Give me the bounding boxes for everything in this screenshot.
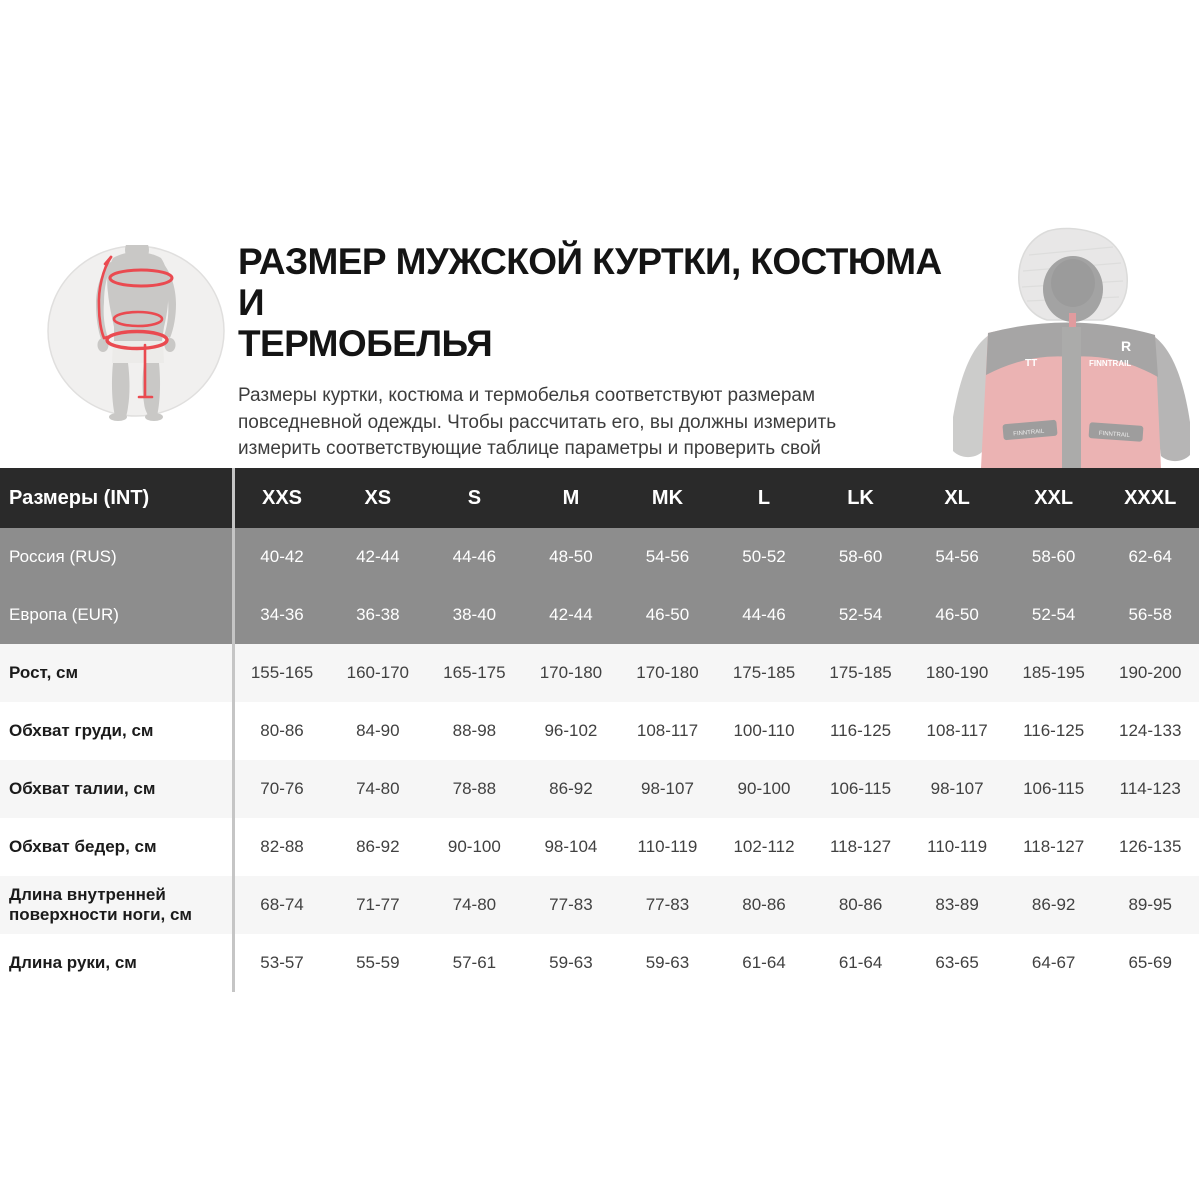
table-cell: 185-195 [1005,644,1102,702]
table-cell: 56-58 [1102,586,1199,644]
table-cell: 100-110 [716,702,813,760]
table-cell: 83-89 [909,876,1006,934]
column-header: S [426,468,523,528]
column-header: XXXL [1102,468,1199,528]
table-cell: 48-50 [523,528,620,586]
table-cell: 57-61 [426,934,523,992]
table-cell: 36-38 [330,586,427,644]
table-cell: 80-86 [716,876,813,934]
size-table [0,468,1200,992]
column-header: MK [619,468,716,528]
table-cell: 54-56 [909,528,1006,586]
svg-text:FINNTRAIL: FINNTRAIL [1098,430,1130,439]
table-cell: 190-200 [1102,644,1199,702]
column-header: XL [909,468,1006,528]
table-cell: 108-117 [909,702,1006,760]
table-cell: 180-190 [909,644,1006,702]
table-cell: 59-63 [523,934,620,992]
svg-text:FINNTRAIL: FINNTRAIL [1013,428,1045,438]
size-table-body [0,528,1199,992]
table-cell: 50-52 [716,528,813,586]
table-cell: 155-165 [233,644,330,702]
table-cell: 88-98 [426,702,523,760]
table-cell: 77-83 [523,876,620,934]
column-header: XXS [233,468,330,528]
table-cell: 65-69 [1102,934,1199,992]
table-cell: 116-125 [1005,702,1102,760]
page-title-line2: ТЕРМОБЕЛЬЯ [238,323,493,364]
table-row [0,528,1199,586]
size-table-header-row [0,468,1199,528]
table-cell: 46-50 [619,586,716,644]
table-cell: 62-64 [1102,528,1199,586]
row-label: Длина руки, см [0,934,233,992]
table-cell: 42-44 [523,586,620,644]
table-cell: 118-127 [812,818,909,876]
table-cell: 116-125 [812,702,909,760]
page-title [238,241,943,364]
jacket-photo [943,225,1200,468]
table-cell: 126-135 [1102,818,1199,876]
table-cell: 38-40 [426,586,523,644]
table-cell: 82-88 [233,818,330,876]
table-cell: 170-180 [619,644,716,702]
table-row [0,934,1199,992]
table-row [0,760,1199,818]
table-cell: 70-76 [233,760,330,818]
row-label: Обхват груди, см [0,702,233,760]
table-cell: 175-185 [812,644,909,702]
table-row [0,644,1199,702]
table-cell: 63-65 [909,934,1006,992]
table-cell: 74-80 [426,876,523,934]
table-cell: 74-80 [330,760,427,818]
jacket-logo-tt: TT [1025,358,1038,369]
table-cell: 102-112 [716,818,813,876]
intro-text-block [238,241,943,489]
column-header: L [716,468,813,528]
table-cell: 86-92 [523,760,620,818]
table-cell: 114-123 [1102,760,1199,818]
table-cell: 98-107 [619,760,716,818]
table-cell: 165-175 [426,644,523,702]
table-cell: 78-88 [426,760,523,818]
table-cell: 34-36 [233,586,330,644]
table-cell: 53-57 [233,934,330,992]
table-cell: 106-115 [812,760,909,818]
table-row [0,818,1199,876]
table-cell: 98-107 [909,760,1006,818]
jacket-brand-text: FINNTRAIL [1089,359,1132,368]
table-cell: 58-60 [1005,528,1102,586]
table-cell: 84-90 [330,702,427,760]
table-cell: 80-86 [233,702,330,760]
table-cell: 90-100 [716,760,813,818]
row-label: Россия (RUS) [0,528,233,586]
table-cell: 89-95 [1102,876,1199,934]
table-cell: 86-92 [1005,876,1102,934]
table-cell: 58-60 [812,528,909,586]
table-cell: 124-133 [1102,702,1199,760]
row-label: Обхват бедер, см [0,818,233,876]
table-cell: 98-104 [523,818,620,876]
table-cell: 96-102 [523,702,620,760]
table-row [0,586,1199,644]
table-cell: 108-117 [619,702,716,760]
table-cell: 170-180 [523,644,620,702]
column-header: XXL [1005,468,1102,528]
table-cell: 90-100 [426,818,523,876]
table-row [0,702,1199,760]
column-header: M [523,468,620,528]
table-cell: 80-86 [812,876,909,934]
table-cell: 77-83 [619,876,716,934]
table-cell: 44-46 [426,528,523,586]
size-table-header [0,468,1199,528]
table-cell: 42-44 [330,528,427,586]
page-description: Размеры куртки, костюма и термобелья соответствуют размерам повседневной одежды. Чтобы рассчитать его, вы должны измерить измерить соответствующие таблице параметры и проверить свой [238,385,837,459]
table-cell: 59-63 [619,934,716,992]
table-cell: 46-50 [909,586,1006,644]
page-title-line1: РАЗМЕР МУЖСКОЙ КУРТКИ, КОСТЮМА И [238,241,942,323]
table-cell: 52-54 [1005,586,1102,644]
table-row [0,876,1199,934]
row-label: Европа (EUR) [0,586,233,644]
table-cell: 54-56 [619,528,716,586]
table-cell: 86-92 [330,818,427,876]
row-label: Обхват талии, см [0,760,233,818]
table-cell: 160-170 [330,644,427,702]
table-cell: 61-64 [716,934,813,992]
row-label: Размеры (INT) [0,468,233,528]
table-cell: 106-115 [1005,760,1102,818]
jacket-logo-r: R [1121,338,1132,354]
row-label: Рост, см [0,644,233,702]
table-cell: 40-42 [233,528,330,586]
table-cell: 118-127 [1005,818,1102,876]
table-cell: 71-77 [330,876,427,934]
row-label: Длина внутренней поверхности ноги, см [0,876,233,934]
table-cell: 61-64 [812,934,909,992]
table-cell: 110-119 [909,818,1006,876]
table-cell: 64-67 [1005,934,1102,992]
body-measurement-icon [47,245,227,421]
column-header: XS [330,468,427,528]
table-cell: 175-185 [716,644,813,702]
table-cell: 44-46 [716,586,813,644]
table-cell: 110-119 [619,818,716,876]
table-cell: 55-59 [330,934,427,992]
column-header: LK [812,468,909,528]
table-cell: 68-74 [233,876,330,934]
table-cell: 52-54 [812,586,909,644]
